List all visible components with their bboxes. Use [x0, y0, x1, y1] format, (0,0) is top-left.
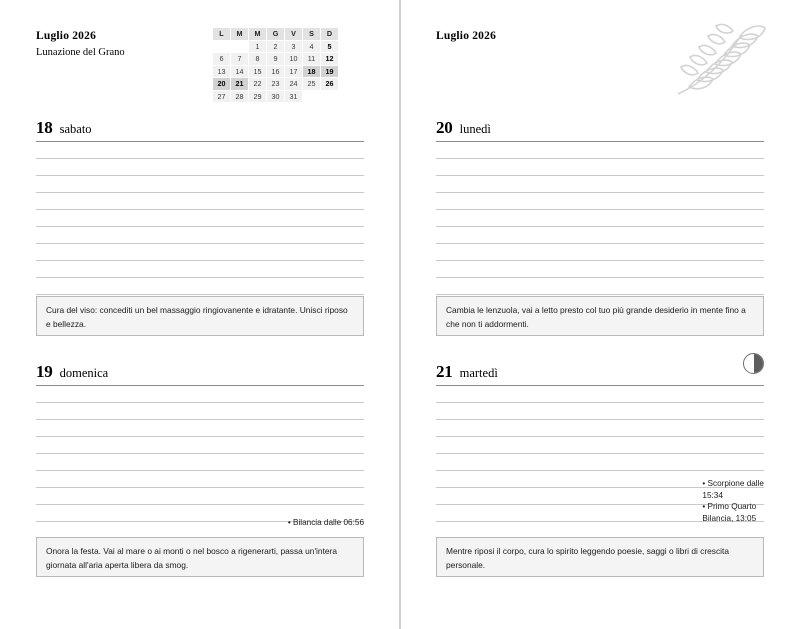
writing-line[interactable] [436, 244, 764, 261]
writing-line[interactable] [36, 471, 364, 488]
calendar-cell[interactable]: 21 [231, 78, 249, 91]
writing-line[interactable] [36, 159, 364, 176]
calendar-cell[interactable]: 13 [213, 65, 231, 78]
mini-calendar[interactable] [212, 27, 339, 103]
lunation-title: Lunazione del Grano [36, 46, 125, 58]
day-number: 20 [436, 118, 453, 137]
last-quarter-moon-icon [743, 353, 764, 374]
mini-calendar-header-row [213, 28, 339, 41]
writing-line[interactable] [36, 227, 364, 244]
writing-line[interactable] [36, 176, 364, 193]
writing-line[interactable] [36, 437, 364, 454]
calendar-cell[interactable]: 5 [321, 40, 339, 53]
calendar-cell[interactable]: 19 [321, 65, 339, 78]
writing-line[interactable] [36, 488, 364, 505]
writing-line[interactable] [36, 210, 364, 227]
day-header [436, 118, 764, 142]
writing-line[interactable] [436, 227, 764, 244]
calendar-cell[interactable] [303, 90, 321, 103]
mini-calendar-week [213, 65, 339, 78]
calendar-cell[interactable]: 30 [267, 90, 285, 103]
calendar-cell[interactable]: 1 [249, 40, 267, 53]
calendar-cell[interactable]: 4 [303, 40, 321, 53]
calendar-cell[interactable]: 8 [249, 53, 267, 66]
day-entry-19 [36, 362, 364, 539]
calendar-cell[interactable] [213, 40, 231, 53]
day-weekday: sabato [59, 122, 92, 136]
note-text: Onora la festa. Vai al mare o ai monti o nel bosco a rigenerarti, passa un'intera giornata all'aria aperta libera da smog. [46, 546, 338, 570]
writing-line[interactable] [436, 403, 764, 420]
calendar-cell[interactable]: 27 [213, 90, 231, 103]
calendar-cell[interactable]: 16 [267, 65, 285, 78]
calendar-cell[interactable]: 9 [267, 53, 285, 66]
astro-line: • Scorpione dalle [702, 479, 764, 488]
writing-line[interactable] [436, 386, 764, 403]
month-title: Luglio 2026 [36, 30, 97, 42]
day-weekday: martedì [459, 366, 498, 380]
day-header [36, 118, 364, 142]
weekday-header: M [249, 28, 267, 41]
astro-line: 15:34 [702, 490, 723, 500]
mini-calendar-week [213, 53, 339, 66]
calendar-cell[interactable]: 20 [213, 78, 231, 91]
writing-lines[interactable] [36, 386, 364, 539]
writing-line[interactable] [36, 420, 364, 437]
day-entry-18 [36, 118, 364, 312]
day-weekday: lunedì [459, 122, 491, 136]
calendar-cell[interactable]: 22 [249, 78, 267, 91]
mini-calendar-week [213, 78, 339, 91]
calendar-cell[interactable]: 6 [213, 53, 231, 66]
mini-calendar-week [213, 90, 339, 103]
writing-line[interactable] [436, 437, 764, 454]
writing-line[interactable] [36, 244, 364, 261]
leaf-branch-icon [670, 22, 770, 100]
calendar-cell[interactable] [321, 90, 339, 103]
note-box-20 [436, 296, 764, 336]
weekday-header: D [321, 28, 339, 41]
writing-line[interactable] [436, 193, 764, 210]
day-number: 19 [36, 362, 53, 381]
right-page [400, 0, 800, 629]
note-box-21 [436, 537, 764, 577]
writing-line[interactable] [436, 420, 764, 437]
weekday-header: V [285, 28, 303, 41]
day-number: 21 [436, 362, 453, 381]
calendar-cell[interactable]: 23 [267, 78, 285, 91]
astro-line: Bilancia, 13:05 [702, 513, 757, 523]
day-header [36, 362, 364, 386]
calendar-cell[interactable]: 18 [303, 65, 321, 78]
calendar-cell[interactable]: 29 [249, 90, 267, 103]
note-box-19 [36, 537, 364, 577]
calendar-cell[interactable]: 14 [231, 65, 249, 78]
calendar-cell[interactable]: 7 [231, 53, 249, 66]
astro-line: • Primo Quarto [702, 502, 757, 512]
month-title: Luglio 2026 [436, 30, 497, 42]
calendar-cell[interactable]: 28 [231, 90, 249, 103]
weekday-header: G [267, 28, 285, 41]
writing-line[interactable] [36, 261, 364, 278]
calendar-cell[interactable]: 12 [321, 53, 339, 66]
writing-line[interactable] [436, 210, 764, 227]
day-number: 18 [36, 118, 53, 137]
calendar-cell[interactable] [231, 40, 249, 53]
writing-line[interactable] [436, 142, 764, 159]
writing-line[interactable] [36, 403, 364, 420]
calendar-cell[interactable]: 3 [285, 40, 303, 53]
writing-line[interactable] [436, 176, 764, 193]
calendar-cell[interactable]: 26 [321, 78, 339, 91]
astro-entries-21 [702, 478, 764, 525]
calendar-cell[interactable]: 31 [285, 90, 303, 103]
weekday-header: L [213, 28, 231, 41]
writing-line[interactable] [436, 159, 764, 176]
note-text: Mentre riposi il corpo, cura lo spirito leggendo poesie, saggi o libri di crescita personale. [446, 546, 730, 570]
note-text: Cambia le lenzuola, vai a letto presto col tuo più grande desiderio in mente fino a che non ti addormenti. [446, 305, 746, 329]
writing-line[interactable] [36, 386, 364, 403]
mini-calendar-week [213, 40, 339, 53]
writing-line[interactable] [36, 142, 364, 159]
note-box-18 [36, 296, 364, 336]
calendar-cell[interactable]: 15 [249, 65, 267, 78]
writing-line[interactable] [36, 193, 364, 210]
weekday-header: S [303, 28, 321, 41]
day-entry-20 [436, 118, 764, 312]
note-text: Cura del viso: concediti un bel massaggio ringiovanente e idratante. Unisci riposo e bellezza. [46, 305, 348, 329]
calendar-cell[interactable]: 24 [285, 78, 303, 91]
astro-entry-19: • Bilancia dalle 06:56 [287, 518, 364, 527]
day-header [436, 362, 764, 386]
day-weekday: domenica [59, 366, 109, 380]
writing-lines[interactable] [436, 142, 764, 312]
writing-line[interactable] [436, 454, 764, 471]
writing-line[interactable] [436, 261, 764, 278]
calendar-cell[interactable]: 2 [267, 40, 285, 53]
writing-line[interactable] [436, 278, 764, 295]
calendar-cell[interactable]: 11 [303, 53, 321, 66]
calendar-cell[interactable]: 10 [285, 53, 303, 66]
writing-line[interactable] [36, 278, 364, 295]
calendar-cell[interactable]: 25 [303, 78, 321, 91]
calendar-cell[interactable]: 17 [285, 65, 303, 78]
weekday-header: M [231, 28, 249, 41]
writing-lines[interactable] [36, 142, 364, 312]
writing-line[interactable] [36, 454, 364, 471]
